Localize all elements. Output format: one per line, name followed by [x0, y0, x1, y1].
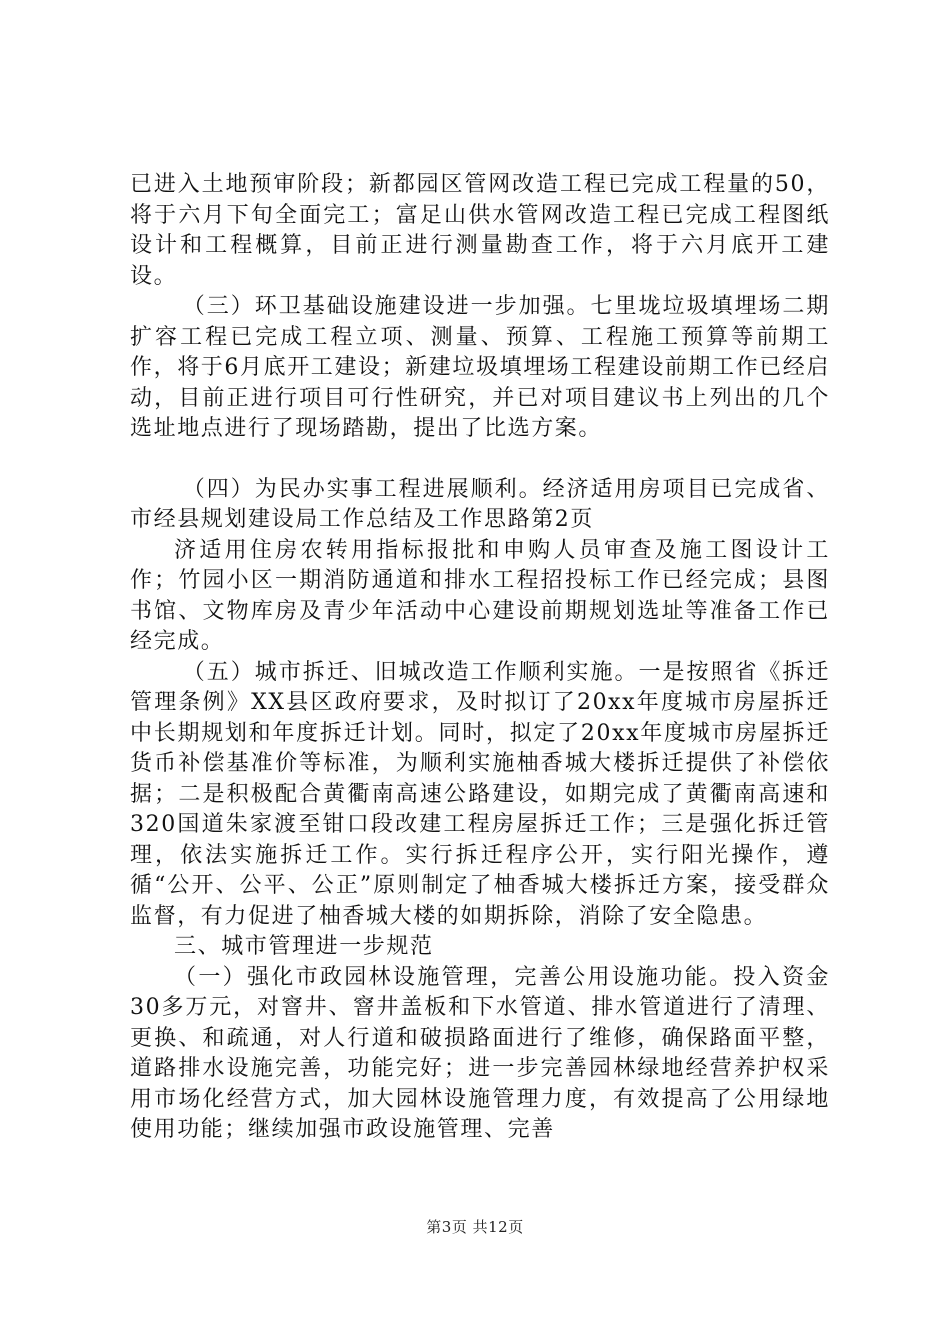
paragraph-demolition: （五）城市拆迁、旧城改造工作顺利实施。一是按照省《拆迁管理条例》XX县区政府要求，及时拟订了20xx年度城市房屋拆迁中长期规划和年度拆迁计划。同时，拟定了20xx年度城市房屋拆迁货币补偿基准价等标准，为顺利实施柚香城大楼拆迁提供了补偿依据；二是积极配合黄衢南高速公路建设，如期完成了黄衢南高速和320国道朱家渡至钳口段改建工程房屋拆迁工作；三是强化拆迁管理，依法实施拆迁工作。实行拆迁程序公开，实行阳光操作，遵循“公开、公平、公正”原则制定了柚香城大楼拆迁方案，接受群众监督，有力促进了柚香城大楼的如期拆除，消除了安全隐患。 [130, 659, 830, 929]
document-body [130, 170, 830, 1146]
paragraph-municipal-facilities: （一）强化市政园林设施管理，完善公用设施功能。投入资金30多万元，对窨井、窨井盖板和下水管道、排水管道进行了清理、更换、和疏通，对人行道和破损路面进行了维修，确保路面平整，道路排水设施完善，功能完好；进一步完善园林绿地经营养护权采用市场化经营方式，加大园林设施管理力度，有效提高了公用绿地使用功能；继续加强市政设施管理、完善 [130, 964, 830, 1142]
paragraph-pipeline-progress: 已进入土地预审阶段；新都园区管网改造工程已完成工程量的50，将于六月下旬全面完工；富足山供水管网改造工程已完成工程图纸设计和工程概算，目前正进行测量勘查工作，将于六月底开工建设。 [130, 172, 830, 289]
section-heading-city-management: 三、城市管理进一步规范 [174, 934, 434, 959]
page-number-footer: 第3页 共12页 [426, 1218, 524, 1236]
paragraph-public-projects: （四）为民办实事工程进展顺利。经济适用房项目已完成省、市经县规划建设局工作总结及工作思路第2页 [130, 476, 830, 532]
paragraph-sanitation: （三）环卫基础设施建设进一步加强。七里垅垃圾填埋场二期扩容工程已完成工程立项、测量、预算、工程施工预算等前期工作，将于6月底开工建设；新建垃圾填埋场工程建设前期工作已经启动，目前正进行项目可行性研究，并已对项目建议书上列出的几个选址地点进行了现场踏勘，提出了比选方案。 [130, 294, 830, 441]
paragraph-affordable-housing: 济适用住房农转用指标报批和申购人员审查及施工图设计工作；竹园小区一期消防通道和排水工程招投标工作已经完成；县图书馆、文物库房及青少年活动中心建设前期规划选址等准备工作已经完成。 [130, 537, 830, 654]
